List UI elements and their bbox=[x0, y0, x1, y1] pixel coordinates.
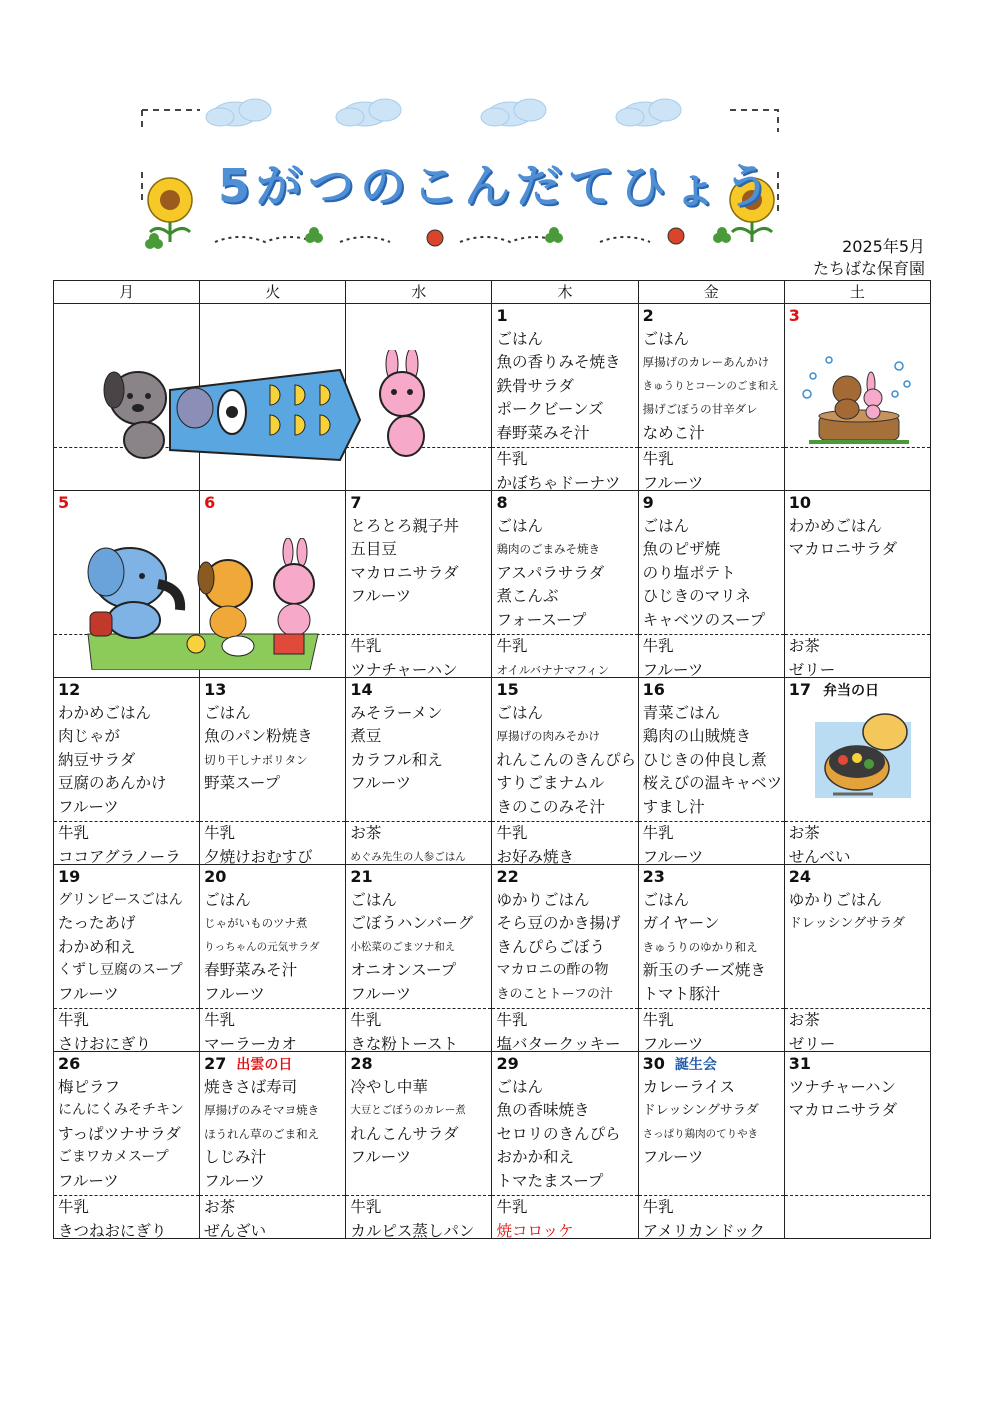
menu-item: わかめ和え bbox=[58, 937, 136, 956]
snack-drink: 牛乳 bbox=[58, 1198, 90, 1216]
menu-item: 煮豆 bbox=[350, 727, 382, 745]
menu-item: カラフル和え bbox=[350, 750, 443, 769]
menu-date: 2025年5月 bbox=[842, 237, 925, 256]
menu-item: わかめごはん bbox=[58, 703, 152, 722]
menu-item: ごはん bbox=[350, 890, 397, 909]
weekday-thu: 木 bbox=[492, 281, 638, 304]
weekday-fri: 金 bbox=[638, 281, 784, 304]
snack-drink: 牛乳 bbox=[204, 1011, 236, 1029]
week-row bbox=[54, 1052, 931, 1239]
snack-item: ゼリー bbox=[788, 660, 836, 677]
cloud-icon bbox=[206, 99, 271, 126]
menu-item: 鶏肉のごまみそ焼き bbox=[496, 542, 600, 556]
day-number bbox=[200, 1052, 345, 1076]
day-number: 23 bbox=[642, 867, 665, 886]
day-cell-15 bbox=[492, 678, 638, 865]
menu-item: 小松菜のごまツナ和え bbox=[350, 940, 456, 953]
day-number: 14 bbox=[350, 680, 373, 699]
dog-icon bbox=[198, 560, 252, 638]
day-number: 24 bbox=[788, 867, 812, 886]
snack-item: 塩バタークッキー bbox=[496, 1034, 621, 1051]
snack-item: きつねおにぎり bbox=[58, 1221, 167, 1238]
day-cell-26 bbox=[54, 1052, 200, 1239]
menu-item: くずし豆腐のスープ bbox=[58, 962, 183, 978]
day-number: 2 bbox=[642, 306, 654, 325]
menu-item: みそラーメン bbox=[350, 703, 443, 722]
menu-item: ごはん bbox=[642, 329, 690, 348]
menu-item: 桜えびの温キャベツ bbox=[642, 774, 783, 792]
menu-item: おかか和え bbox=[496, 1148, 574, 1166]
menu-item: れんこんサラダ bbox=[350, 1124, 459, 1143]
menu-item: 野菜スープ bbox=[204, 774, 281, 792]
menu-item: 厚揚げの肉みそかけ bbox=[496, 729, 600, 743]
menu-item: ごはん bbox=[642, 890, 690, 909]
day-cell-10 bbox=[784, 491, 930, 678]
menu-item: 魚のピザ焼 bbox=[642, 540, 721, 558]
menu-item: 焼きさば寿司 bbox=[204, 1077, 298, 1096]
snack-item: カルピス蒸しパン bbox=[350, 1221, 475, 1238]
menu-item: フォースープ bbox=[496, 610, 587, 629]
weekday-wed: 水 bbox=[346, 281, 492, 304]
menu-item: マカロニサラダ bbox=[788, 540, 898, 558]
snack-drink: 牛乳 bbox=[642, 1198, 674, 1216]
menu-item: フルーツ bbox=[350, 774, 412, 792]
day-number: 1 bbox=[496, 306, 508, 325]
menu-item: きのこのみそ汁 bbox=[496, 797, 605, 816]
snack-item: せんべい bbox=[788, 847, 851, 864]
menu-item: マカロニの酢の物 bbox=[496, 962, 609, 978]
day-number-value: 27 bbox=[204, 1054, 227, 1073]
school-name: たちばな保育園 bbox=[812, 259, 925, 278]
menu-item: 肉じゃが bbox=[58, 727, 121, 745]
snack-drink: 牛乳 bbox=[58, 1011, 90, 1029]
day-cell-2 bbox=[638, 304, 784, 491]
menu-item: ごはん bbox=[642, 516, 690, 535]
day-cell-23 bbox=[638, 865, 784, 1052]
menu-item: 春野菜みそ汁 bbox=[204, 961, 298, 979]
day-cell-7 bbox=[346, 491, 492, 678]
menu-item: 魚の香味焼き bbox=[496, 1101, 590, 1119]
snack-item: フルーツ bbox=[642, 1034, 704, 1051]
day-number: 5 bbox=[58, 493, 70, 512]
snack-item: きな粉トースト bbox=[350, 1034, 459, 1051]
menu-item: わかめごはん bbox=[788, 516, 882, 535]
menu-item: フルーツ bbox=[204, 1171, 265, 1190]
day-number: 28 bbox=[350, 1054, 373, 1073]
dog-icon bbox=[104, 372, 166, 458]
day-number: 21 bbox=[350, 867, 373, 886]
menu-item: フルーツ bbox=[58, 797, 119, 816]
menu-item: マカロニサラダ bbox=[350, 563, 459, 582]
menu-item: 大豆とごぼうのカレー煮 bbox=[350, 1104, 466, 1116]
day-number: 3 bbox=[788, 306, 800, 325]
picnic-animals-illustration bbox=[78, 538, 328, 670]
menu-item: 厚揚げのカレーあんかけ bbox=[642, 355, 770, 369]
snack-item: お好み焼き bbox=[496, 847, 574, 864]
header-meta bbox=[813, 236, 925, 280]
snack-item: アメリカンドック bbox=[642, 1221, 765, 1238]
day-cell-22 bbox=[492, 865, 638, 1052]
day-cell-16 bbox=[638, 678, 784, 865]
menu-item: フルーツ bbox=[204, 984, 265, 1003]
day-cell-1 bbox=[492, 304, 638, 491]
snack-item: オイルバナナマフィン bbox=[496, 662, 610, 677]
menu-item: 揚げごぼうの甘辛ダレ bbox=[642, 402, 758, 416]
day-number: 26 bbox=[58, 1054, 81, 1073]
rabbit-icon bbox=[380, 350, 424, 456]
menu-item: 五目豆 bbox=[350, 540, 397, 558]
snack-drink: お茶 bbox=[204, 1198, 236, 1216]
bento-box-illustration bbox=[813, 708, 915, 804]
day-number: 29 bbox=[496, 1054, 519, 1073]
weekday-sat: 土 bbox=[784, 281, 930, 304]
sunflower-icon bbox=[148, 178, 192, 242]
day-cell-29 bbox=[492, 1052, 638, 1239]
weekday-header-row bbox=[54, 281, 931, 304]
menu-item: 煮こんぶ bbox=[496, 587, 559, 605]
day-cell-8 bbox=[492, 491, 638, 678]
day-number: 13 bbox=[204, 680, 227, 699]
week-row bbox=[54, 865, 931, 1052]
snack-drink: 牛乳 bbox=[496, 1198, 528, 1216]
weekday-mon: 月 bbox=[54, 281, 200, 304]
day-number: 31 bbox=[788, 1054, 812, 1073]
menu-item: 魚のパン粉焼き bbox=[204, 727, 313, 745]
menu-item: フルーツ bbox=[350, 587, 412, 605]
menu-item: りっちゃんの元気サラダ bbox=[204, 940, 320, 953]
menu-item: 春野菜みそ汁 bbox=[496, 423, 590, 442]
menu-item: そら豆のかき揚げ bbox=[496, 914, 621, 932]
menu-item: 切り干しナポリタン bbox=[204, 752, 308, 767]
cloud-icon bbox=[481, 99, 546, 126]
menu-item: 青菜ごはん bbox=[642, 703, 721, 722]
snack-drink: お茶 bbox=[788, 1011, 820, 1029]
menu-item: ひじきのマリネ bbox=[642, 587, 751, 605]
snack-drink: 牛乳 bbox=[204, 824, 236, 842]
menu-item: とろとろ親子丼 bbox=[350, 516, 459, 535]
day-cell-31 bbox=[784, 1052, 930, 1239]
snack-drink: 牛乳 bbox=[642, 1011, 674, 1029]
event-label: 弁当の日 bbox=[823, 683, 880, 699]
menu-item: ごまワカメスープ bbox=[58, 1149, 169, 1165]
menu-item: ごはん bbox=[496, 329, 543, 348]
snack-item: ゼリー bbox=[788, 1034, 836, 1051]
snack-item: マーラーカオ bbox=[204, 1034, 297, 1051]
snack-item: フルーツ bbox=[642, 660, 704, 677]
day-cell-17 bbox=[784, 678, 930, 865]
menu-item: ひじきの仲良し煮 bbox=[642, 750, 767, 769]
menu-item: ポークビーンズ bbox=[496, 400, 604, 418]
menu-item: じゃがいものツナ煮 bbox=[204, 916, 308, 930]
day-number: 8 bbox=[496, 493, 508, 512]
snack-drink: 牛乳 bbox=[642, 637, 674, 655]
menu-item: ドレッシングサラダ bbox=[642, 1103, 759, 1118]
day-cell-21 bbox=[346, 865, 492, 1052]
menu-item: すっぱツナサラダ bbox=[58, 1124, 181, 1143]
menu-item: キャベツのスープ bbox=[642, 610, 766, 629]
day-cell-20 bbox=[200, 865, 346, 1052]
snack-drink: 牛乳 bbox=[350, 637, 382, 655]
menu-item: ごはん bbox=[496, 516, 543, 535]
koinobori-icon bbox=[170, 370, 360, 460]
snack-drink: 牛乳 bbox=[350, 1198, 382, 1216]
snack-drink: 牛乳 bbox=[496, 450, 528, 468]
menu-item: すりごまナムル bbox=[496, 774, 605, 792]
day-cell-9 bbox=[638, 491, 784, 678]
menu-item: フルーツ bbox=[350, 1148, 412, 1166]
event-label: 出雲の日 bbox=[236, 1057, 293, 1073]
menu-item: しじみ汁 bbox=[204, 1148, 267, 1166]
day-number: 10 bbox=[788, 493, 812, 512]
snack-drink: お茶 bbox=[788, 824, 820, 842]
day-number: 7 bbox=[350, 493, 362, 512]
bear-rabbit-bubbles-illustration bbox=[799, 354, 917, 446]
day-number: 22 bbox=[496, 867, 519, 886]
menu-item: カレーライス bbox=[642, 1077, 736, 1096]
menu-item: アスパラサラダ bbox=[496, 563, 605, 582]
snack-item: めぐみ先生の人参ごはん bbox=[350, 850, 466, 863]
snack-item: かぼちゃドーナツ bbox=[496, 473, 621, 490]
day-cell-19 bbox=[54, 865, 200, 1052]
menu-item: きのことトーフの汁 bbox=[496, 986, 613, 1002]
day-cell-14 bbox=[346, 678, 492, 865]
page-title: 5がつのこんだてひょう bbox=[218, 159, 777, 213]
snack-item: ツナチャーハン bbox=[350, 660, 458, 677]
snack-item: ぜんざい bbox=[204, 1221, 267, 1238]
menu-item: 冷やし中華 bbox=[350, 1077, 428, 1096]
menu-item: 鉄骨サラダ bbox=[496, 376, 574, 395]
menu-item: フルーツ bbox=[642, 1148, 704, 1166]
menu-item: フルーツ bbox=[58, 984, 119, 1003]
koinobori-animals-illustration bbox=[100, 350, 460, 466]
menu-item: ゆかりごはん bbox=[496, 890, 590, 909]
menu-item: きんぴらごぼう bbox=[496, 937, 605, 956]
menu-item: ごはん bbox=[204, 703, 251, 722]
menu-item: マカロニサラダ bbox=[788, 1101, 898, 1119]
menu-item: のり塩ポテト bbox=[642, 563, 736, 582]
week-row bbox=[54, 678, 931, 865]
menu-item: 鶏肉の山賊焼き bbox=[642, 727, 752, 745]
cloud-icon bbox=[616, 99, 681, 126]
cloud-icon bbox=[336, 99, 401, 126]
day-number bbox=[639, 1052, 784, 1076]
event-label: 誕生会 bbox=[674, 1057, 717, 1073]
menu-item: 新玉のチーズ焼き bbox=[642, 961, 766, 979]
day-number bbox=[785, 678, 930, 702]
day-number: 12 bbox=[58, 680, 81, 699]
menu-item: 梅ピラフ bbox=[58, 1077, 121, 1096]
menu-item: ごはん bbox=[204, 890, 251, 909]
day-cell-28 bbox=[346, 1052, 492, 1239]
day-number: 9 bbox=[642, 493, 654, 512]
snack-drink: お茶 bbox=[788, 637, 820, 655]
menu-item: ゆかりごはん bbox=[788, 890, 882, 909]
snack-drink: お茶 bbox=[350, 824, 382, 842]
snack-item: 夕焼けおむすび bbox=[204, 847, 313, 864]
menu-item: フルーツ bbox=[58, 1171, 119, 1190]
day-cell-30 bbox=[638, 1052, 784, 1239]
menu-item: たったあげ bbox=[58, 914, 136, 932]
day-cell-12 bbox=[54, 678, 200, 865]
menu-item: ごぼうハンバーグ bbox=[350, 914, 474, 932]
day-number: 16 bbox=[642, 680, 665, 699]
menu-item: なめこ汁 bbox=[642, 423, 705, 442]
snack-drink: 牛乳 bbox=[350, 1011, 382, 1029]
menu-item: セロリのきんぴら bbox=[496, 1124, 621, 1143]
menu-item: オニオンスープ bbox=[350, 961, 457, 979]
menu-item: きゅうりのゆかり和え bbox=[642, 939, 758, 954]
snack-drink: 牛乳 bbox=[642, 450, 674, 468]
day-number-value: 30 bbox=[642, 1054, 665, 1073]
snack-item: ココアグラノーラ bbox=[58, 847, 181, 864]
menu-item: ごはん bbox=[496, 1077, 543, 1096]
menu-item: 魚の香りみそ焼き bbox=[496, 353, 621, 371]
menu-item: トマト豚汁 bbox=[642, 984, 721, 1003]
menu-item: フルーツ bbox=[350, 984, 412, 1003]
snack-item: さけおにぎり bbox=[58, 1034, 152, 1051]
day-number: 6 bbox=[204, 493, 216, 512]
snack-drink: 牛乳 bbox=[58, 824, 90, 842]
day-cell-3 bbox=[784, 304, 930, 491]
snack-item: フルーツ bbox=[642, 847, 704, 864]
day-number-value: 17 bbox=[788, 680, 812, 699]
day-cell-24 bbox=[784, 865, 930, 1052]
menu-item: ほうれん草のごま和え bbox=[204, 1126, 320, 1141]
day-number: 15 bbox=[496, 680, 519, 699]
menu-item: グリンピースごはん bbox=[58, 891, 183, 908]
day-number: 19 bbox=[58, 867, 81, 886]
menu-item: さっぱり鶏肉のてりやき bbox=[642, 1127, 759, 1140]
snack-drink: 牛乳 bbox=[496, 824, 528, 842]
snack-item: 焼コロッケ bbox=[496, 1221, 574, 1238]
menu-item: にんにくみそチキン bbox=[58, 1102, 184, 1118]
menu-item: 納豆サラダ bbox=[58, 750, 136, 769]
menu-item: 厚揚げのみそマヨ焼き bbox=[204, 1103, 320, 1117]
menu-item: すまし汁 bbox=[642, 797, 705, 816]
rabbit-icon bbox=[274, 538, 314, 636]
menu-item: ガイヤーン bbox=[642, 914, 720, 932]
menu-item: ごはん bbox=[496, 703, 543, 722]
day-cell-13 bbox=[200, 678, 346, 865]
menu-item: 豆腐のあんかけ bbox=[58, 774, 167, 792]
snack-drink: 牛乳 bbox=[496, 1011, 528, 1029]
menu-item: ツナチャーハン bbox=[788, 1077, 897, 1096]
snack-item: フルーツ bbox=[642, 473, 704, 490]
weekday-tue: 火 bbox=[200, 281, 346, 304]
snack-drink: 牛乳 bbox=[496, 637, 528, 655]
menu-item: きゅうりとコーンのごま和え bbox=[642, 379, 779, 392]
menu-item: トマたまスープ bbox=[496, 1171, 604, 1190]
snack-drink: 牛乳 bbox=[642, 824, 674, 842]
day-cell-27 bbox=[200, 1052, 346, 1239]
menu-item: ドレッシングサラダ bbox=[788, 916, 905, 931]
day-number: 20 bbox=[204, 867, 227, 886]
menu-item: れんこんのきんぴら bbox=[496, 750, 636, 769]
